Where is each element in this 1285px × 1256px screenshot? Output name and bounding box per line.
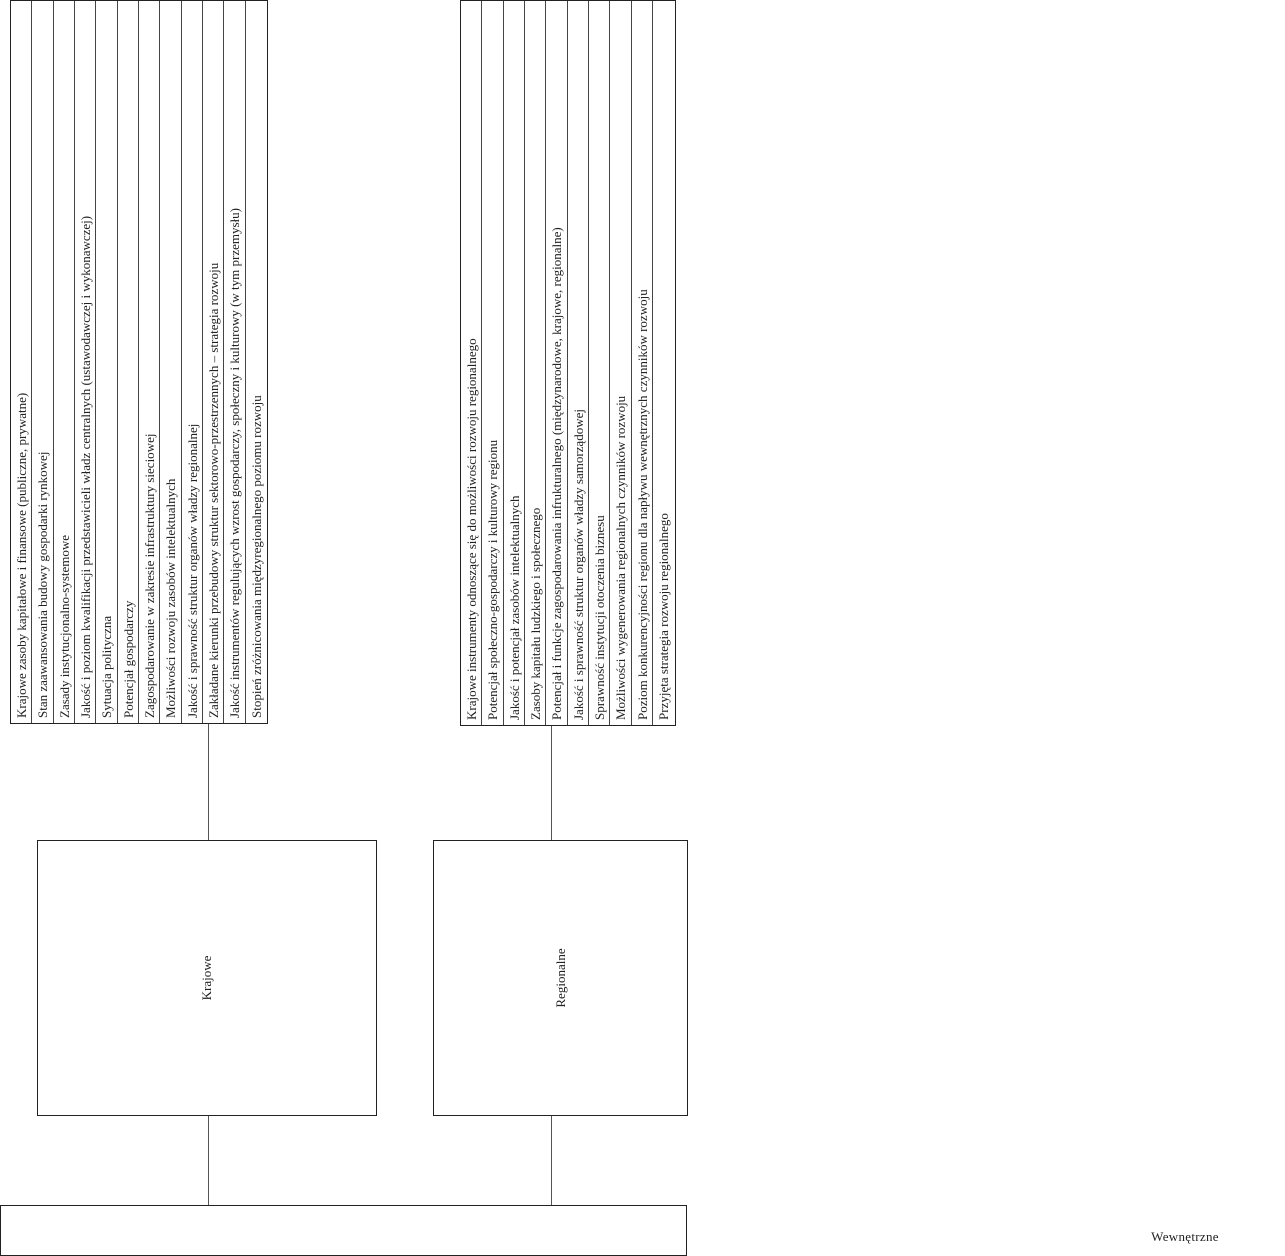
factor-item: Sytuacja polityczna — [96, 1, 117, 723]
factor-item: Sprawność instytucji otoczenia biznesu — [589, 1, 610, 725]
factor-list-krajowe — [10, 0, 268, 724]
factor-item: Zagospodarowanie w zakresie infrastruktury sieciowej — [139, 1, 160, 723]
factor-item: Możliwości rozwoju zasobów intelektualnych — [160, 1, 181, 723]
factor-item: Zakładane kierunki przebudowy struktur sektorowo-przestrzennych – strategia rozwoju — [203, 1, 224, 723]
factor-list-regionalne — [460, 0, 676, 726]
factor-item: Jakość instrumentów regulujących wzrost gospodarczy, społeczny i kulturowy (w tym przemysłu) — [224, 1, 245, 723]
connector-regionalne-list — [551, 726, 552, 840]
root-box — [0, 1205, 687, 1256]
factor-item: Krajowe instrumenty odnoszące się do możliwości rozwoju regionalnego — [461, 1, 482, 725]
factor-item: Jakość i sprawność struktur organów władzy regionalnej — [182, 1, 203, 723]
category-label-krajowe: Krajowe — [199, 955, 214, 1001]
factor-item: Krajowe zasoby kapitałowe i finansowe (publiczne, prywatne) — [11, 1, 32, 723]
category-box-regionalne — [433, 840, 688, 1116]
factor-item: Potencjał gospodarczy — [118, 1, 139, 723]
category-box-krajowe — [37, 840, 377, 1116]
factor-item: Potencjał i funkcje zagospodarowania infrukturalnego (międzynarodowe, krajowe, regionalne) — [546, 1, 567, 725]
factor-item: Jakość i sprawność struktur organów władzy samorządowej — [568, 1, 589, 725]
factor-item: Stopień zróżnicowania międzyregionalnego poziomu rozwoju — [248, 395, 264, 718]
connector-root-regionalne — [551, 1116, 552, 1205]
category-label-regionalne: Regionalne — [552, 948, 568, 1008]
root-label: Wewnętrzne — [1151, 1229, 1219, 1244]
factor-item: Przyjęta strategia rozwoju regionalnego — [656, 513, 672, 720]
factor-item: Stan zaawansowania budowy gospodarki rynkowej — [32, 1, 53, 723]
factor-item: Poziom konkurencyjności regionu dla napływu wewnętrznych czynników rozwoju — [632, 1, 653, 725]
factor-item: Zasady instytucjonalno-systemowe — [54, 1, 75, 723]
connector-krajowe-list — [208, 724, 209, 840]
factor-item: Jakość i potencjał zasobów intelektualnych — [504, 1, 525, 725]
connector-root-krajowe — [208, 1116, 209, 1205]
factor-item: Potencjał społeczno-gospodarczy i kulturowy regionu — [482, 1, 503, 725]
factor-item: Jakość i poziom kwalifikacji przedstawicieli władz centralnych (ustawodawczej i wykonawczej) — [75, 1, 96, 723]
factor-item: Możliwości wygenerowania regionalnych czynników rozwoju — [610, 1, 631, 725]
factor-item: Zasoby kapitału ludzkiego i społecznego — [525, 1, 546, 725]
